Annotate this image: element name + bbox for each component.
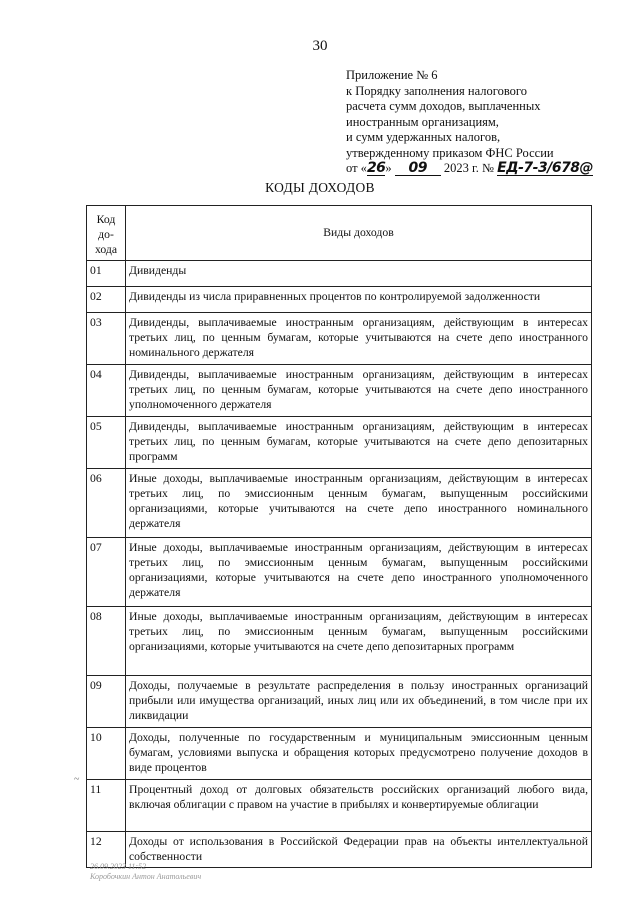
header-code-cell	[87, 206, 126, 261]
income-code: 02	[87, 287, 126, 313]
date-year: 2023 г. №	[443, 161, 494, 175]
date-prefix: от «	[346, 161, 367, 175]
income-codes-table	[86, 205, 592, 868]
income-code: 04	[87, 365, 126, 417]
margin-mark: ~	[74, 774, 80, 785]
income-description: Дивиденды, выплачиваемые иностранным организациям, действующим в интересах третьих лиц, по ценным бумагам, которые учитываются на счете депо иностранного уполномоченного держателя	[126, 365, 592, 417]
header-type-cell: Виды доходов	[126, 206, 592, 261]
handwritten-month: 09	[395, 162, 441, 176]
income-code: 07	[87, 538, 126, 607]
table-row	[87, 365, 592, 417]
table-row	[87, 728, 592, 780]
table-row	[87, 607, 592, 676]
income-code: 01	[87, 261, 126, 287]
income-code: 03	[87, 313, 126, 365]
table-row	[87, 417, 592, 469]
income-description: Иные доходы, выплачиваемые иностранным организациям, действующим в интересах третьих лиц, по эмиссионным ценным бумагам, выпущенным российскими организациями, которые учитываются на счете депо иностранного уполномоченного держателя	[126, 538, 592, 607]
income-description: Дивиденды, выплачиваемые иностранным организациям, действующим в интересах третьих лиц, по ценным бумагам, которые учитываются на счете депо иностранного номинального держателя	[126, 313, 592, 365]
table-row	[87, 676, 592, 728]
table-row	[87, 780, 592, 832]
appendix-line: утвержденному приказом ФНС России	[346, 145, 554, 160]
table-row	[87, 287, 592, 313]
document-title: КОДЫ ДОХОДОВ	[265, 180, 375, 195]
income-description: Доходы, получаемые в результате распределения в пользу иностранных организаций прибыли или имущества организаций, иных лиц или их объединений, в том числе при их ликвидации	[126, 676, 592, 728]
income-description: Дивиденды, выплачиваемые иностранным организациям, действующим в интересах третьих лиц, по ценным бумагам, которые учитываются на счете депо депозитарных программ	[126, 417, 592, 469]
income-code: 09	[87, 676, 126, 728]
income-description: Дивиденды из числа приравненных процентов по контролируемой задолженности	[126, 287, 592, 313]
income-description: Иные доходы, выплачиваемые иностранным организациям, действующим в интересах третьих лиц, по эмиссионным ценным бумагам, выпущенным российскими организациями, которые учитываются на счете депо депозитарных программ	[126, 607, 592, 676]
income-code: 12	[87, 832, 126, 868]
handwritten-order-number: ЕД-7-3/678@	[497, 160, 594, 176]
header-code-line: Код	[96, 213, 116, 226]
income-description: Иные доходы, выплачиваемые иностранным организациям, действующим в интересах третьих лиц, по эмиссионным ценным бумагам, выпущенным российскими организациями, которые учитываются на счете депо иностранного номинального держателя	[126, 469, 592, 538]
income-code: 08	[87, 607, 126, 676]
table-row	[87, 261, 592, 287]
table-row	[87, 313, 592, 365]
header-code-line: до-	[98, 228, 114, 241]
date-mid: »	[385, 161, 392, 175]
income-code: 10	[87, 728, 126, 780]
scan-stamp	[90, 862, 201, 882]
appendix-block	[346, 68, 626, 177]
scan-stamp-line: 26.09.2023 11:52	[90, 862, 147, 871]
appendix-line: Приложение № 6	[346, 68, 438, 82]
income-code: 05	[87, 417, 126, 469]
income-description: Доходы от использования в Российской Федерации прав на объекты интеллектуальной собственности	[126, 832, 592, 868]
income-description: Процентный доход от долговых обязательств российских организаций любого вида, включая облигации с правом на участие в прибылях и конвертируемые облигации	[126, 780, 592, 832]
appendix-line: иностранным организациям,	[346, 114, 499, 129]
income-description: Дивиденды	[126, 261, 592, 287]
header-code-line: хода	[94, 243, 118, 256]
appendix-line: и сумм удержанных налогов,	[346, 130, 501, 144]
table-header-row	[87, 206, 592, 261]
table-row	[87, 469, 592, 538]
income-code: 11	[87, 780, 126, 832]
income-description: Доходы, полученные по государственным и муниципальным эмиссионным ценным бумагам, условиями выпуска и обращения которых предусмотрено получение доходов в виде процентов	[126, 728, 592, 780]
handwritten-day: 26	[366, 160, 386, 176]
order-date-line	[346, 161, 626, 177]
page-number: 30	[312, 38, 328, 54]
scan-stamp-line: Коробочкин Антон Анатольевич	[90, 872, 202, 881]
appendix-line: расчета сумм доходов, выплаченных	[346, 99, 541, 113]
income-code: 06	[87, 469, 126, 538]
appendix-line: к Порядку заполнения налогового	[346, 83, 527, 98]
table-row	[87, 538, 592, 607]
